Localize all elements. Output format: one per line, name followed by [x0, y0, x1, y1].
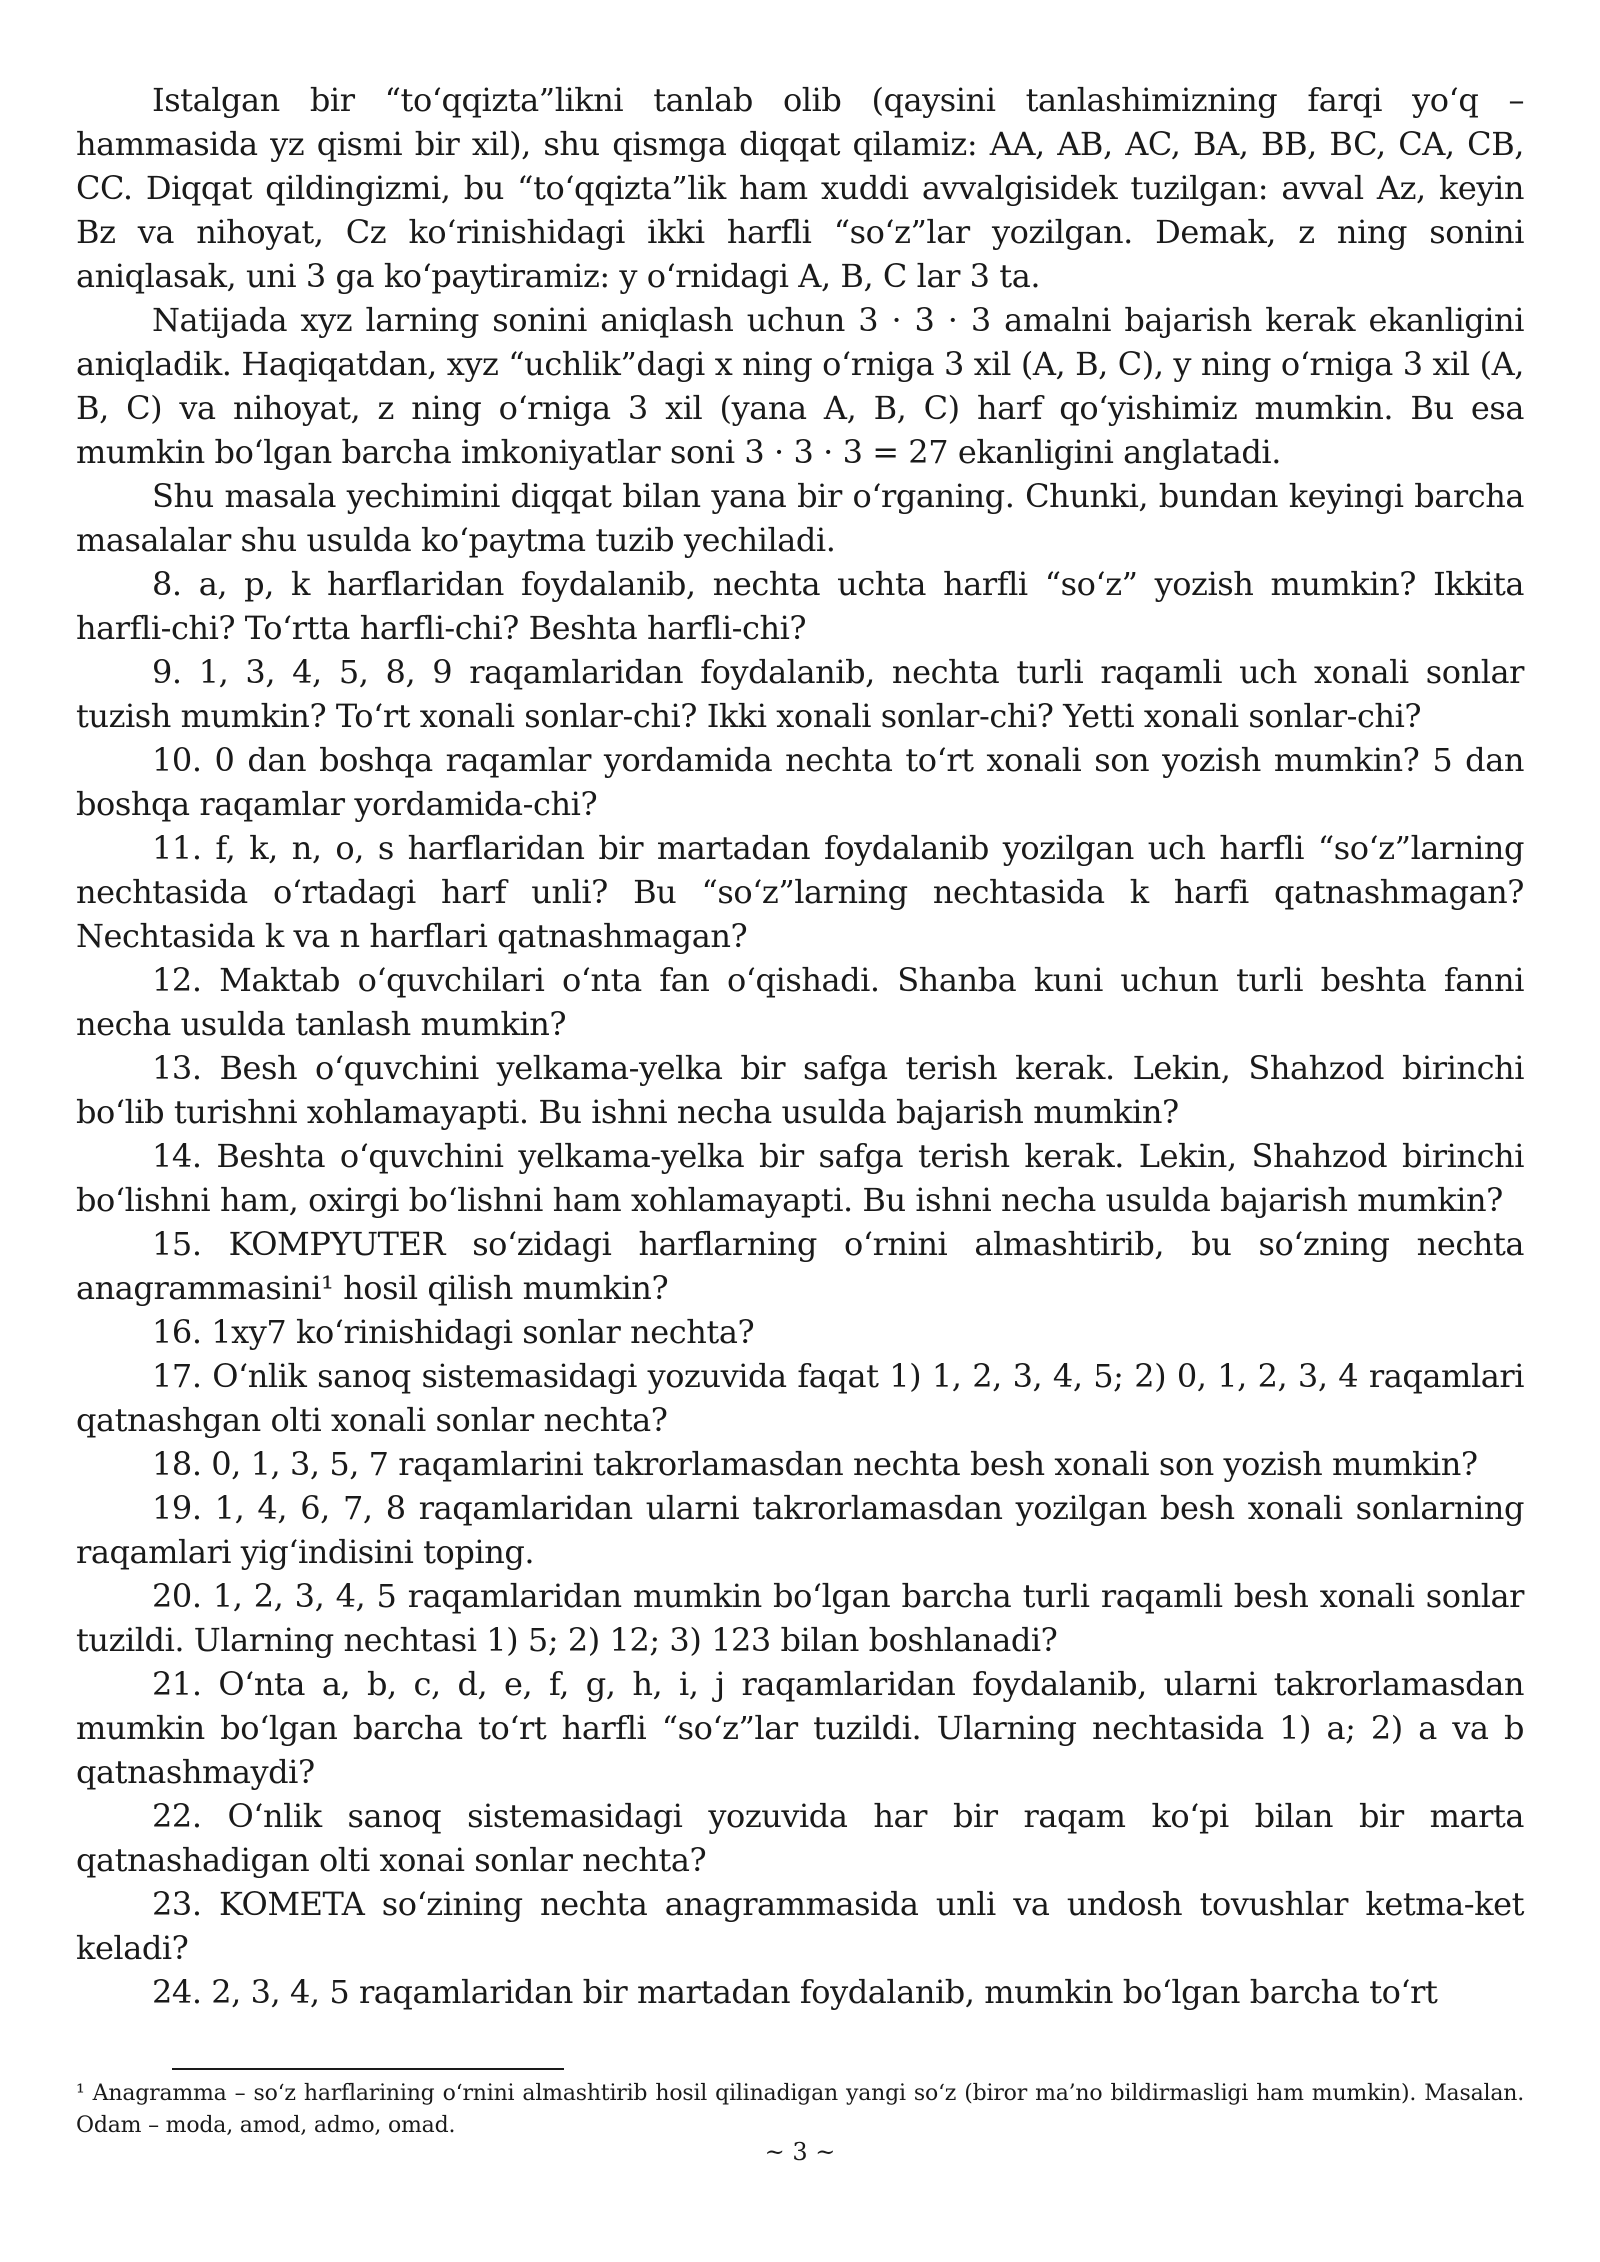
- paragraph-note: Shu masala yechimini diqqat bilan yana bir o‘rganing. Chunki, bundan keyingi barcha masalalar shu usulda ko‘paytma tuzib yechiladi.: [76, 477, 1524, 559]
- page-number: ~ 3 ~: [764, 2138, 836, 2166]
- problem-8: 8. a, p, k harflaridan foydalanib, nechta uchta harfli “so‘z” yozish mumkin? Ikkita harfli-chi? To‘rtta harfli-chi? Beshta harfli-chi?: [76, 565, 1524, 647]
- problem-17: 17. O‘nlik sanoq sistemasidagi yozuvida faqat 1) 1, 2, 3, 4, 5; 2) 0, 1, 2, 3, 4 raqamlari qatnashgan olti xonali sonlar nechta?: [76, 1357, 1524, 1439]
- problem-22: 22. O‘nlik sanoq sistemasidagi yozuvida har bir raqam ko‘pi bilan bir marta qatnashadigan olti xonai sonlar nechta?: [76, 1797, 1524, 1879]
- problem-21: 21. O‘nta a, b, c, d, e, f, g, h, i, j raqamlaridan foydalanib, ularni takrorlamasdan mumkin bo‘lgan barcha to‘rt harfli “so‘z”lar tuzildi. Ularning nechtasida 1) a; 2) a va b qatnashmaydi?: [76, 1665, 1524, 1791]
- paragraph-result: Natijada xyz larning sonini aniqlash uchun 3 · 3 · 3 amalni bajarish kerak ekanligini aniqladik. Haqiqatdan, xyz “uchlik”dagi x ning o‘rniga 3 xil (A, B, C), y ning o‘rniga 3 xil (A, B, C) va nihoyat, z ning o‘rniga 3 xil (yana A, B, C) harf qo‘yishimiz mumkin. Bu esa mumkin bo‘lgan barcha imkoniyatlar soni 3 · 3 · 3 = 27 ekanligini anglatadi.: [76, 301, 1524, 471]
- problem-20: 20. 1, 2, 3, 4, 5 raqamlaridan mumkin bo‘lgan barcha turli raqamli besh xonali sonlar tuzildi. Ularning nechtasi 1) 5; 2) 12; 3) 123 bilan boshlanadi?: [76, 1577, 1524, 1659]
- problem-14: 14. Beshta o‘quvchini yelkama-yelka bir safga terish kerak. Lekin, Shahzod birinchi bo‘lishni ham, oxirgi bo‘lishni ham xohlamayapti. Bu ishni necha usulda bajarish mumkin?: [76, 1137, 1524, 1219]
- problem-24: 24. 2, 3, 4, 5 raqamlaridan bir martadan foydalanib, mumkin bo‘lgan barcha to‘rt: [152, 1973, 1438, 2011]
- footnote: ¹ Anagramma – so‘z harflarining o‘rnini almashtirib hosil qilinadigan yangi so‘z (biror ma’no bildirmasligi ham mumkin). Masalan. Odam – moda, amod, admo, omad.: [76, 2081, 1524, 2138]
- problem-19: 19. 1, 4, 6, 7, 8 raqamlaridan ularni takrorlamasdan yozilgan besh xonali sonlarning raqamlari yig‘indisini toping.: [76, 1489, 1524, 1571]
- problem-23: 23. KOMETA so‘zining nechta anagrammasida unli va undosh tovushlar ketma-ket keladi?: [76, 1885, 1524, 1967]
- problem-9: 9. 1, 3, 4, 5, 8, 9 raqamlaridan foydalanib, nechta turli raqamli uch xonali sonlar tuzish mumkin? To‘rt xonali sonlar-chi? Ikki xonali sonlar-chi? Yetti xonali sonlar-chi?: [76, 653, 1524, 735]
- paragraph-intro: Istalgan bir “to‘qqizta”likni tanlab olib (qaysini tanlashimizning farqi yo‘q – hammasida yz qismi bir xil), shu qismga diqqat qilamiz: AA, AB, AC, BA, BB, BC, CA, CB, CC. Diqqat qildingizmi, bu “to‘qqizta”lik ham xuddi avvalgisidek tuzilgan: avval Az, keyin Bz va nihoyat, Cz ko‘rinishidagi ikki harfli “so‘z”lar yozilgan. Demak, z ning sonini aniqlasak, uni 3 ga ko‘paytiramiz: y o‘rnidagi A, B, C lar 3 ta.: [76, 81, 1524, 295]
- page-body: [76, 78, 1524, 2014]
- problem-13: 13. Besh o‘quvchini yelkama-yelka bir safga terish kerak. Lekin, Shahzod birinchi bo‘lib turishni xohlamayapti. Bu ishni necha usulda bajarish mumkin?: [76, 1049, 1524, 1131]
- problem-18: 18. 0, 1, 3, 5, 7 raqamlarini takrorlamasdan nechta besh xonali son yozish mumkin?: [152, 1445, 1478, 1483]
- problem-16: 16. 1xy7 ko‘rinishidagi sonlar nechta?: [152, 1313, 755, 1351]
- footnote-divider: [172, 2068, 564, 2070]
- problem-12: 12. Maktab o‘quvchilari o‘nta fan o‘qishadi. Shanba kuni uchun turli beshta fanni necha usulda tanlash mumkin?: [76, 961, 1524, 1043]
- problem-10: 10. 0 dan boshqa raqamlar yordamida nechta to‘rt xonali son yozish mumkin? 5 dan boshqa raqamlar yordamida-chi?: [76, 741, 1524, 823]
- problem-15: 15. KOMPYUTER so‘zidagi harflarning o‘rnini almashtirib, bu so‘zning nechta anagrammasini¹ hosil qilish mumkin?: [76, 1225, 1524, 1307]
- problem-11: 11. f, k, n, o, s harflaridan bir martadan foydalanib yozilgan uch harfli “so‘z”larning nechtasida o‘rtadagi harf unli? Bu “so‘z”larning nechtasida k harfi qatnashmagan? Nechtasida k va n harflari qatnashmagan?: [76, 829, 1524, 955]
